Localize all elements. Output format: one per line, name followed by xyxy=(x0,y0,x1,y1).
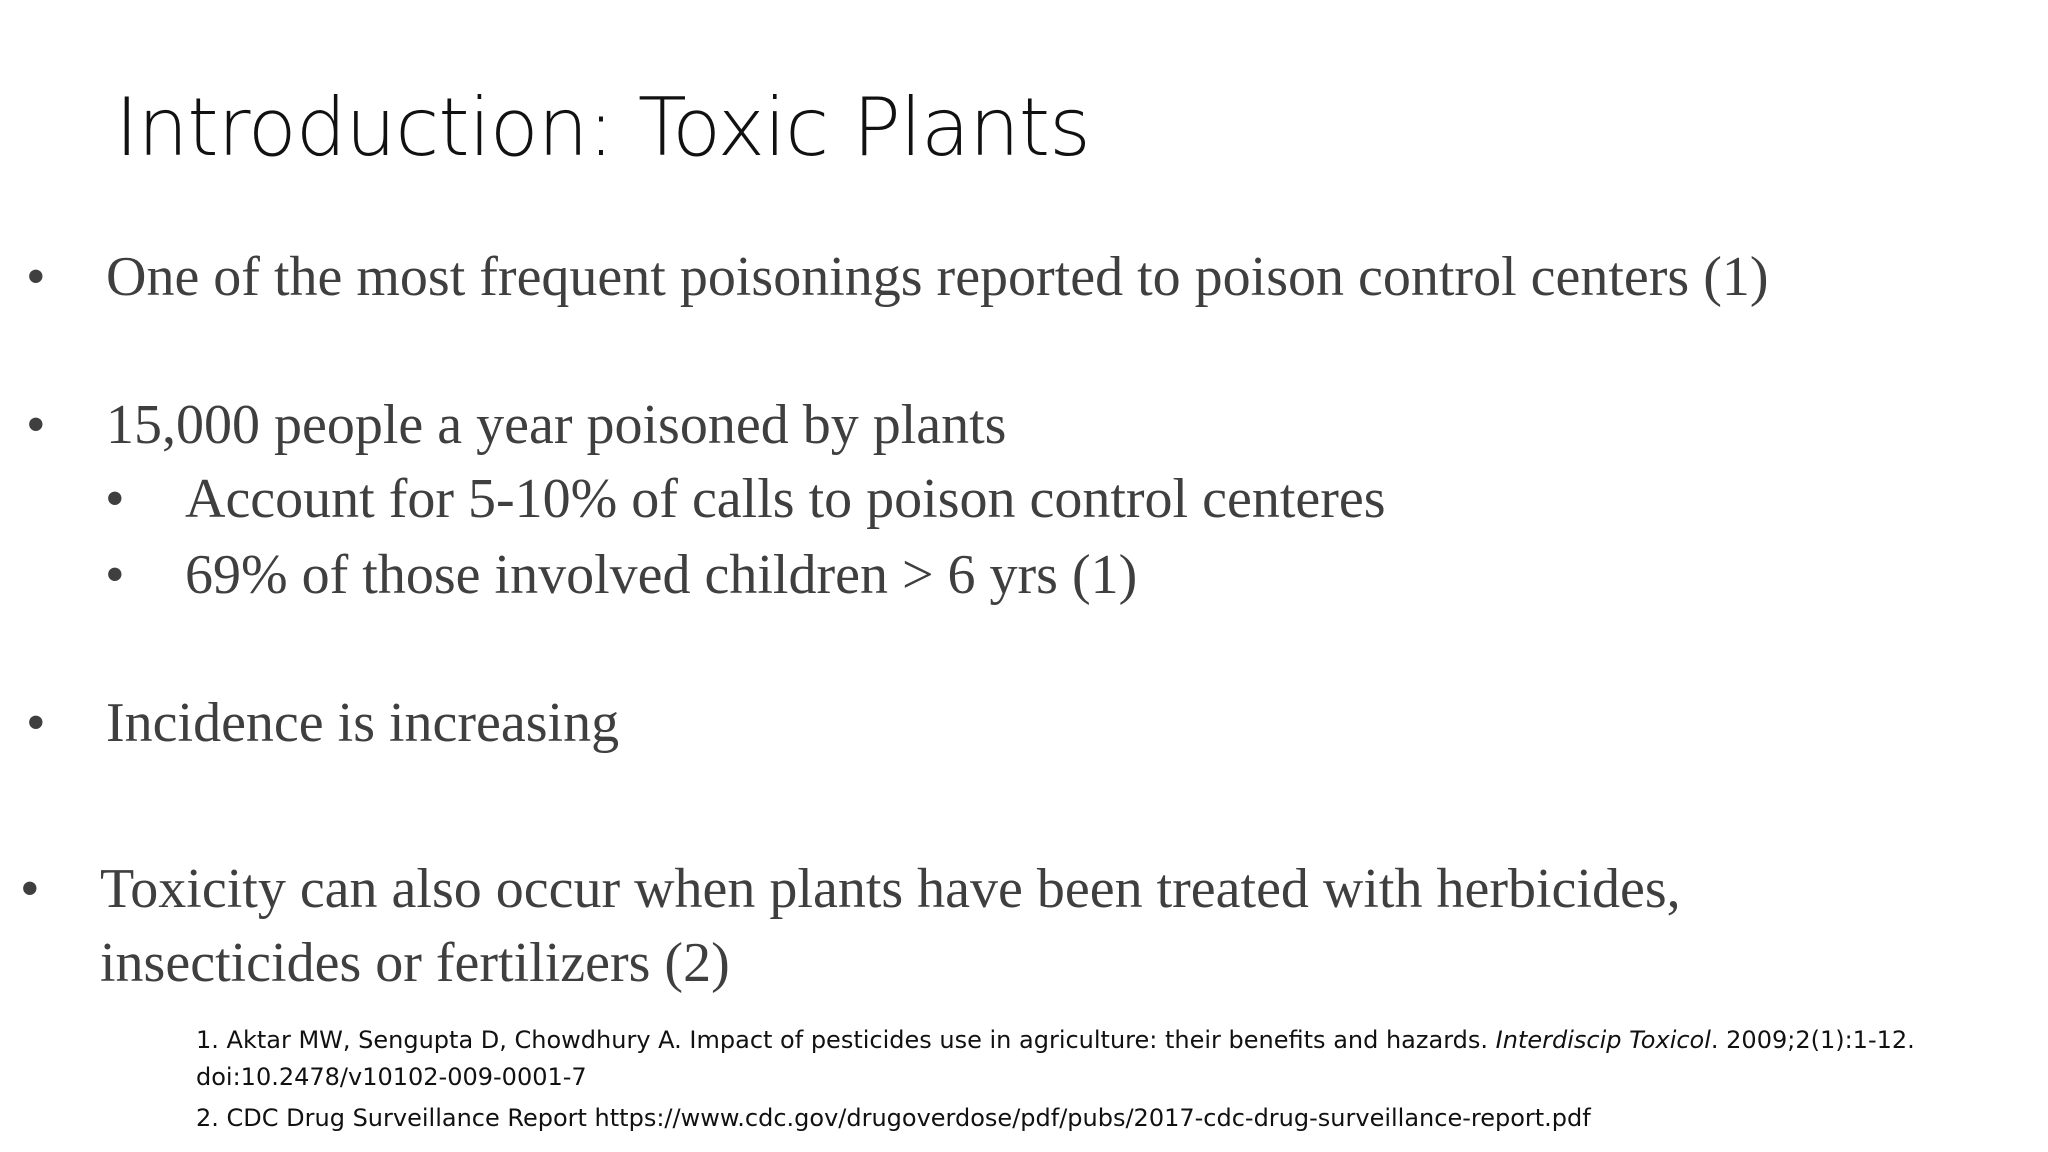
reference-1-doi: doi:10.2478/v10102-009-0001-7 xyxy=(196,1063,587,1091)
bullet-dot: • xyxy=(105,544,125,606)
bullet-text-continued: insecticides or fertilizers (2) xyxy=(100,932,730,994)
bullet-dot: • xyxy=(26,394,46,456)
reference-2: 2. CDC Drug Surveillance Report https://www.cdc.gov/drugoverdose/pdf/pubs/2017-cdc-drug-surveillance-report.pdf xyxy=(196,1104,1591,1132)
slide-title: Introduction: Toxic Plants xyxy=(115,81,1090,174)
references xyxy=(196,1022,1996,1137)
bullet-dot: • xyxy=(26,246,46,308)
reference-1 xyxy=(196,1022,1996,1059)
bullet-dot: • xyxy=(20,858,40,920)
bullet-text: Incidence is increasing xyxy=(106,692,620,754)
reference-1-text: 1. Aktar MW, Sengupta D, Chowdhury A. Impact of pesticides use in agriculture: their benefits and hazards. xyxy=(196,1026,1496,1054)
reference-1-citation: . 2009;2(1):1-12. xyxy=(1710,1026,1915,1054)
sub-bullet-text: Account for 5-10% of calls to poison control centeres xyxy=(185,468,1386,530)
bullet-text: 15,000 people a year poisoned by plants xyxy=(106,394,1007,456)
bullet-dot: • xyxy=(105,468,125,530)
bullet-text: One of the most frequent poisonings reported to poison control centers (1) xyxy=(106,246,1769,308)
bullet-dot: • xyxy=(26,692,46,754)
reference-1-journal: Interdiscip Toxicol xyxy=(1495,1026,1711,1054)
sub-bullet-text: 69% of those involved children > 6 yrs (1) xyxy=(185,544,1138,606)
bullet-text: Toxicity can also occur when plants have been treated with herbicides, xyxy=(100,858,1681,920)
